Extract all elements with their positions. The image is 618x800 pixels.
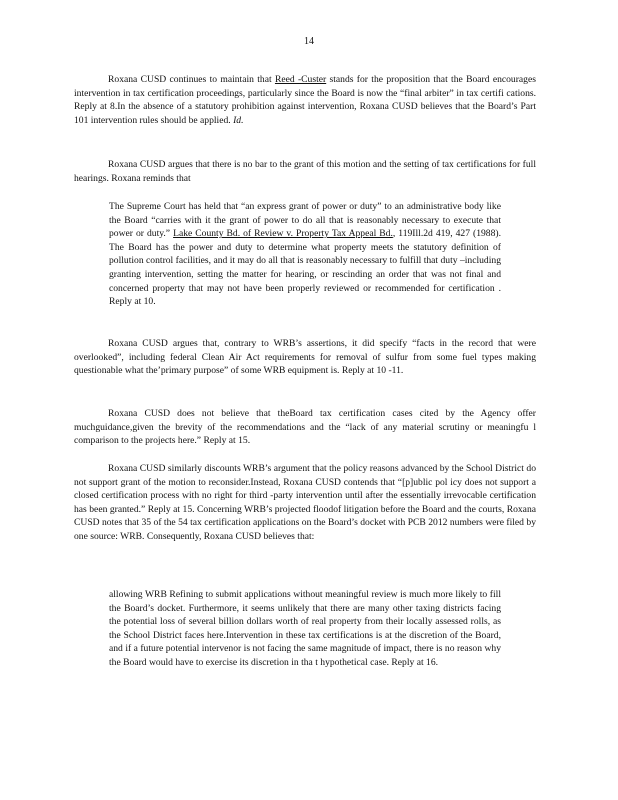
paragraph-policy-reasons: Roxana CUSD similarly discounts WRB’s argument that the policy reasons advanced by the School District do not support grant of the motion to reconsider.Instead, Roxana CUSD contends that “[p]ublic pol icy does not support a closed certification process with no right for third -party intervention until after the essentially irrevocable certification has been granted.” Reply at 15. Concerning WRB’s projected floodof litigation before the Board and the courts, Roxana CUSD notes that 35 of the 54 tax certification applications on the Board’s docket with PCB 2012 numbers were filed by one source: WRB. Consequently, Roxana CUSD believes that: bbox=[74, 463, 536, 542]
paragraph-agency-cases: Roxana CUSD does not believe that theBoard tax certification cases cited by the Agency offer muchguidance,given the brevity of the recommendations and the “lack of any material scrutiny or meaningfu l comparison to the projects here.” Reply at 15. bbox=[74, 408, 536, 447]
paragraph-no-bar: Roxana CUSD argues that there is no bar to the grant of this motion and the setting of tax certifications for full hearings. Roxana reminds that bbox=[74, 159, 536, 184]
paragraph-text: stands for the proposition that the Board encourages intervention in tax certification proceedings, particularly since the Board is now the “final arbiter” in tax certifi cations. Reply at 8.In the absence of a statutory prohibition against intervention, Roxana CUSD believes that the Board’s Part 101 intervention rules should be applied. bbox=[74, 74, 536, 126]
paragraph-reed-custer bbox=[74, 73, 536, 127]
page-number: 14 bbox=[304, 36, 314, 47]
block-quote-supreme-court bbox=[109, 200, 501, 309]
case-citation-reed-custer: Reed -Custer bbox=[274, 74, 327, 85]
block-quote-wrb-refining: allowing WRB Refining to submit applications without meaningful review is much more likely to fill the Board’s docket. Furthermore, it seems unlikely that there are many other taxing districts facing the potential loss of several billion dollars worth of real property from their locally assessed rolls, as the School District faces here.Intervention in these tax certifications is at the discretion of the Board, and if a future potential intervenor is not facing the same magnitude of impact, there is no reason why the Board would have to exercise its discretion in tha t hypothetical case. Reply at 16. bbox=[109, 589, 501, 668]
id-citation: Id. bbox=[233, 114, 244, 126]
paragraph-text: Roxana CUSD continues to maintain that bbox=[108, 74, 275, 85]
case-citation-lake-county: Lake County Bd. of Review v. Property Tax Appeal Bd. bbox=[173, 228, 393, 240]
quote-text: The Supreme Court has held that “an express grant of power or duty” to an administrative body like the Board “carries with it the grant of power to do all that is reasonably necessary to execute that power or duty.” bbox=[109, 201, 501, 240]
paragraph-facts-overlooked: Roxana CUSD argues that, contrary to WRB’s assertions, it did specify “facts in the record that were overlooked”, including federal Clean Air Act requirements for removal of sulfur from some fuel types making questionable what the’primary purpose” of some WRB equipment is. Reply at 10 -11. bbox=[74, 338, 536, 377]
quote-text: , 119Ill.2d 419, 427 (1988). The Board has the power and duty to determine what property meets the statutory definition of pollution control facilities, and it may do all that is reasonably necessary to fulfill that duty –including granting intervention, setting the matter for hearing, or rescinding an order that was not final and concerned property that may not have been properly reviewed or recommended for certification . Reply at 10. bbox=[109, 228, 501, 308]
